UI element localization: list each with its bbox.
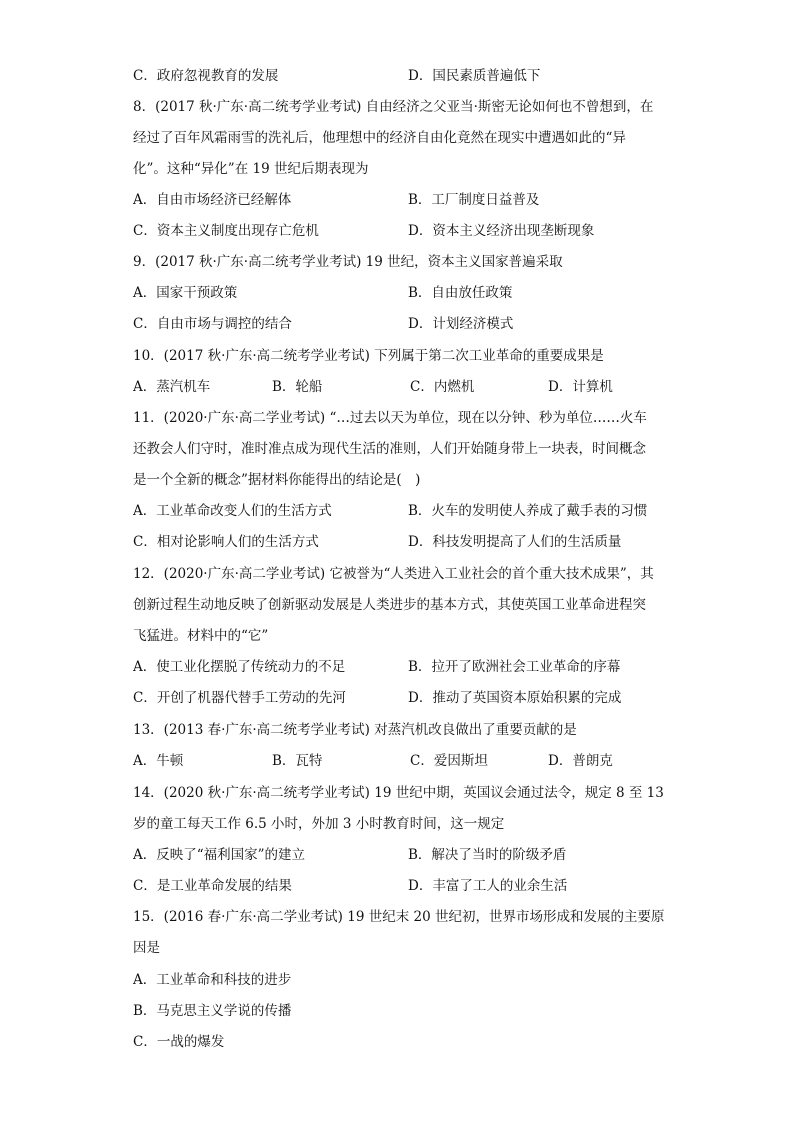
question-text: 9．(2017 秋·广东·高二统考学业考试) 19 世纪，资本主义国家普遍采取 (133, 254, 563, 270)
question-text: 经过了百年风霜雨雪的洗礼后，他理想中的经济自由化竟然在现实中遭遇如此的“异 (133, 130, 626, 146)
option-c: C．相对论影响人们的生活方式 (133, 534, 319, 550)
option-c: C．一战的爆发 (133, 1034, 225, 1050)
option-b: B．解决了当时的阶级矛盾 (408, 847, 567, 863)
option-a: A．蒸汽机车 (133, 379, 211, 395)
option-a: A．自由市场经济已经解体 (133, 192, 292, 208)
option-b: B．拉开了欧洲社会工业革命的序幕 (408, 659, 621, 675)
option-b: B．马克思主义学说的传播 (133, 1003, 292, 1019)
option-a: A．工业革命和科技的进步 (133, 972, 292, 988)
option-a: A．牛顿 (133, 753, 184, 769)
option-d: D．资本主义经济出现垄断现象 (408, 223, 595, 239)
option-d: D．计划经济模式 (408, 316, 514, 332)
question-text: 化”。这种“异化”在 19 世纪后期表现为 (133, 161, 369, 177)
option-d: D．国民素质普遍低下 (408, 68, 541, 84)
question-text: 飞猛进。材料中的“它” (133, 628, 269, 644)
option-c: C．开创了机器代替手工劳动的先河 (133, 690, 346, 706)
question-text: 创新过程生动地反映了创新驱动发展是人类进步的基本方式，其使英国工业革命进程突 (133, 597, 646, 613)
option-b: B．火车的发明使人养成了戴手表的习惯 (408, 503, 648, 519)
option-c: C．是工业革命发展的结果 (133, 878, 292, 894)
option-c: C．爱因斯坦 (410, 753, 488, 769)
question-text: 13．(2013 春·广东·高二统考学业考试) 对蒸汽机改良做出了重要贡献的是 (133, 722, 577, 738)
option-d: D．普朗克 (548, 753, 613, 769)
question-text: 是一个全新的概念”据材料你能得出的结论是( ) (133, 472, 421, 488)
question-text: 15．(2016 春·广东·高二学业考试) 19 世纪末 20 世纪初，世界市场形成和发展的主要原 (133, 909, 665, 925)
question-text: 14．(2020 秋·广东·高二统考学业考试) 19 世纪中期，英国议会通过法令，规定 8 至 13 (133, 785, 664, 801)
option-a: A．国家干预政策 (133, 285, 238, 301)
option-a: A．工业革命改变人们的生活方式 (133, 503, 332, 519)
option-b: B．自由放任政策 (408, 285, 513, 301)
option-d: D．计算机 (548, 379, 613, 395)
option-d: D．推动了英国资本原始积累的完成 (408, 690, 622, 706)
option-a: A．使工业化摆脱了传统动力的不足 (133, 659, 346, 675)
option-c: C．资本主义制度出现存亡危机 (133, 223, 319, 239)
question-text: 岁的童工每天工作 6.5 小时，外加 3 小时教育时间，这一规定 (133, 816, 505, 832)
question-text: 10．(2017 秋·广东·高二统考学业考试) 下列属于第二次工业革命的重要成果是 (133, 348, 604, 364)
option-c: C．内燃机 (410, 379, 475, 395)
question-text: 因是 (133, 940, 160, 956)
question-text: 8．(2017 秋·广东·高二统考学业考试) 自由经济之父亚当·斯密无论如何也不曾想到，在 (133, 99, 654, 115)
option-c: C．自由市场与调控的结合 (133, 316, 292, 332)
question-text: 还教会人们守时，准时准点成为现代生活的准则，人们开始随身带上一块表，时间概念 (133, 441, 646, 457)
option-c: C．政府忽视教育的发展 (133, 68, 279, 84)
question-text: 12．(2020·广东·高二学业考试) 它被誉为“人类进入工业社会的首个重大技术成果”，其 (133, 566, 654, 582)
option-b: B．瓦特 (272, 753, 323, 769)
option-b: B．轮船 (272, 379, 323, 395)
option-b: B．工厂制度日益普及 (408, 192, 540, 208)
option-a: A．反映了“福利国家”的建立 (133, 847, 306, 863)
option-d: D．丰富了工人的业余生活 (408, 878, 568, 894)
option-d: D．科技发明提高了人们的生活质量 (408, 534, 622, 550)
question-text: 11．(2020·广东·高二学业考试) “…过去以天为单位，现在以分钟、秒为单位……火车 (133, 410, 647, 426)
